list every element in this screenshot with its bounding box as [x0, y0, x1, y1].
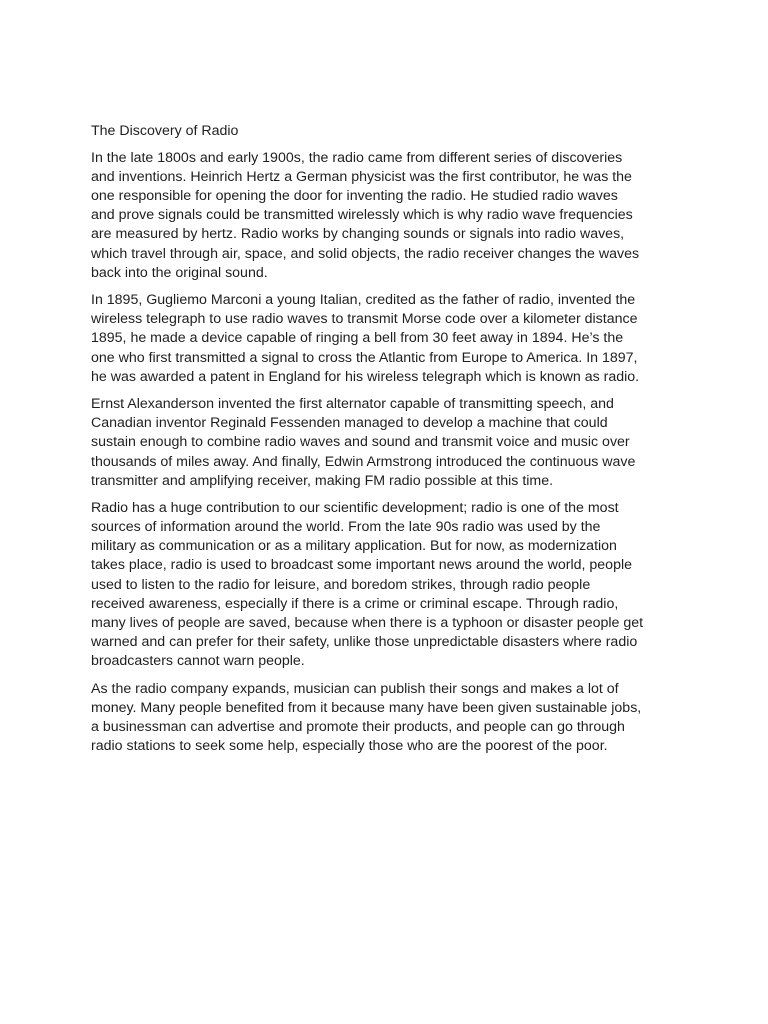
paragraph-line: sustain enough to combine radio waves and sound and transmit voice and music over — [91, 434, 630, 451]
paragraph-line: and inventions. Heinrich Hertz a German physicist was the first contributor, he was the — [91, 169, 632, 186]
paragraph-3 — [91, 395, 691, 490]
paragraph-line: thousands of miles away. And finally, Edwin Armstrong introduced the continuous wave — [91, 453, 636, 470]
document-title: The Discovery of Radio — [91, 123, 239, 139]
paragraph-line: Ernst Alexanderson invented the first alternator capable of transmitting speech, and — [91, 396, 614, 413]
paragraph-2 — [91, 291, 691, 386]
paragraph-line: back into the original sound. — [91, 264, 268, 281]
paragraph-line: warned and can prefer for their safety, unlike those unpredictable disasters where radio — [91, 633, 638, 650]
paragraph-line: In 1895, Gugliemo Marconi a young Italian, credited as the father of radio, invented the — [91, 292, 636, 309]
document-body — [91, 122, 691, 764]
paragraph-line: radio stations to seek some help, especially those who are the poorest of the poor. — [91, 737, 608, 754]
paragraph-line: which travel through air, space, and solid objects, the radio receiver changes the waves — [91, 245, 640, 262]
paragraph-line: used to listen to the radio for leisure, and boredom strikes, through radio people — [91, 576, 591, 593]
paragraph-line: 1895, he made a device capable of ringing a bell from 30 feet away in 1894. He’s the — [91, 330, 624, 347]
paragraph-line: broadcasters cannot warn people. — [91, 652, 305, 669]
paragraph-5 — [91, 680, 691, 756]
paragraph-line: In the late 1800s and early 1900s, the radio came from different series of discoveries — [91, 150, 623, 167]
paragraph-line: money. Many people benefited from it because many have been given sustainable jobs, — [91, 699, 642, 716]
paragraph-1 — [91, 149, 691, 283]
paragraph-line: takes place, radio is used to broadcast some important news around the world, people — [91, 557, 633, 574]
paragraph-line: wireless telegraph to use radio waves to transmit Morse code over a kilometer distance — [91, 311, 638, 328]
paragraph-line: a businessman can advertise and promote their products, and people can go through — [91, 718, 625, 735]
paragraph-line: As the radio company expands, musician can publish their songs and makes a lot of — [91, 680, 619, 697]
paragraph-line: one who first transmitted a signal to cross the Atlantic from Europe to America. In 1897, — [91, 349, 638, 366]
paragraph-line: one responsible for opening the door for inventing the radio. He studied radio waves — [91, 188, 618, 205]
paragraph-line: military as communication or as a military application. But for now, as modernization — [91, 538, 617, 555]
paragraph-4 — [91, 499, 691, 671]
paragraph-line: received awareness, especially if there is a crime or criminal escape. Through radio, — [91, 595, 619, 612]
paragraph-line: are measured by hertz. Radio works by changing sounds or signals into radio waves, — [91, 226, 625, 243]
paragraph-line: Canadian inventor Reginald Fessenden managed to develop a machine that could — [91, 415, 608, 432]
paragraph-line: sources of information around the world. From the late 90s radio was used by the — [91, 519, 601, 536]
paragraph-line: Radio has a huge contribution to our scientific development; radio is one of the most — [91, 500, 619, 517]
paragraph-line: he was awarded a patent in England for his wireless telegraph which is known as radio. — [91, 368, 640, 385]
paragraph-line: transmitter and amplifying receiver, making FM radio possible at this time. — [91, 472, 554, 489]
paragraph-line: many lives of people are saved, because when there is a typhoon or disaster people get — [91, 614, 644, 631]
paragraph-line: and prove signals could be transmitted wirelessly which is why radio wave frequencies — [91, 207, 633, 224]
